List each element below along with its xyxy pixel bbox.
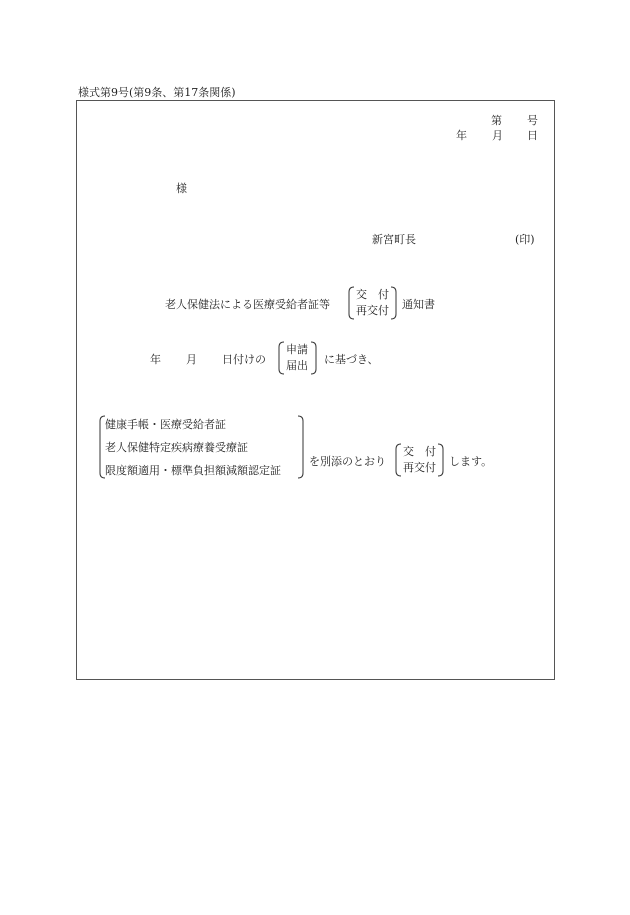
date-month: 月: [492, 129, 503, 142]
right-brace-icon: [310, 341, 318, 375]
basis-day-suffix: 日付けの: [222, 353, 266, 366]
certificate-health-notebook: 健康手帳・医療受給者証: [105, 418, 226, 431]
body-option-stack: [403, 444, 436, 476]
number-prefix: 第: [491, 114, 502, 127]
title-option-issue: 交 付: [356, 288, 389, 301]
certificate-list: [105, 413, 281, 482]
right-brace-icon: [390, 286, 398, 320]
number-suffix: 号: [527, 114, 538, 127]
title-option-reissue: 再交付: [356, 304, 389, 317]
basis-year: 年: [150, 353, 161, 366]
basis-option-stack: [286, 342, 308, 374]
right-brace-icon: [297, 415, 305, 479]
basis-month: 月: [186, 353, 197, 366]
certificate-limit-amount: 限度額適用・標準負担額減額認定証: [105, 464, 281, 477]
addressee-honorific: 様: [176, 182, 187, 195]
body-suffix: します。: [449, 455, 493, 468]
basis-option-application: 申請: [286, 343, 308, 356]
seal-mark: (印): [515, 233, 535, 246]
basis-option-notification: 届出: [286, 359, 308, 372]
body-option-issue: 交 付: [403, 445, 436, 458]
form-frame: [76, 100, 555, 680]
right-brace-icon: [437, 443, 445, 477]
sender-name: 新宮町長: [372, 233, 416, 246]
title-prefix: 老人保健法による医療受給者証等: [165, 298, 330, 311]
basis-suffix: に基づき、: [324, 353, 379, 366]
title-option-stack: [356, 287, 389, 319]
left-brace-icon: [347, 286, 355, 320]
body-middle: を別添のとおり: [309, 455, 386, 468]
date-day: 日: [527, 129, 538, 142]
form-number-label: 様式第9号(第9条、第17条関係): [78, 86, 236, 99]
date-year: 年: [456, 129, 467, 142]
certificate-specific-disease: 老人保健特定疾病療養受療証: [105, 441, 248, 454]
body-option-reissue: 再交付: [403, 461, 436, 474]
title-suffix: 通知書: [402, 298, 435, 311]
left-brace-icon: [394, 443, 402, 477]
left-brace-icon: [277, 341, 285, 375]
